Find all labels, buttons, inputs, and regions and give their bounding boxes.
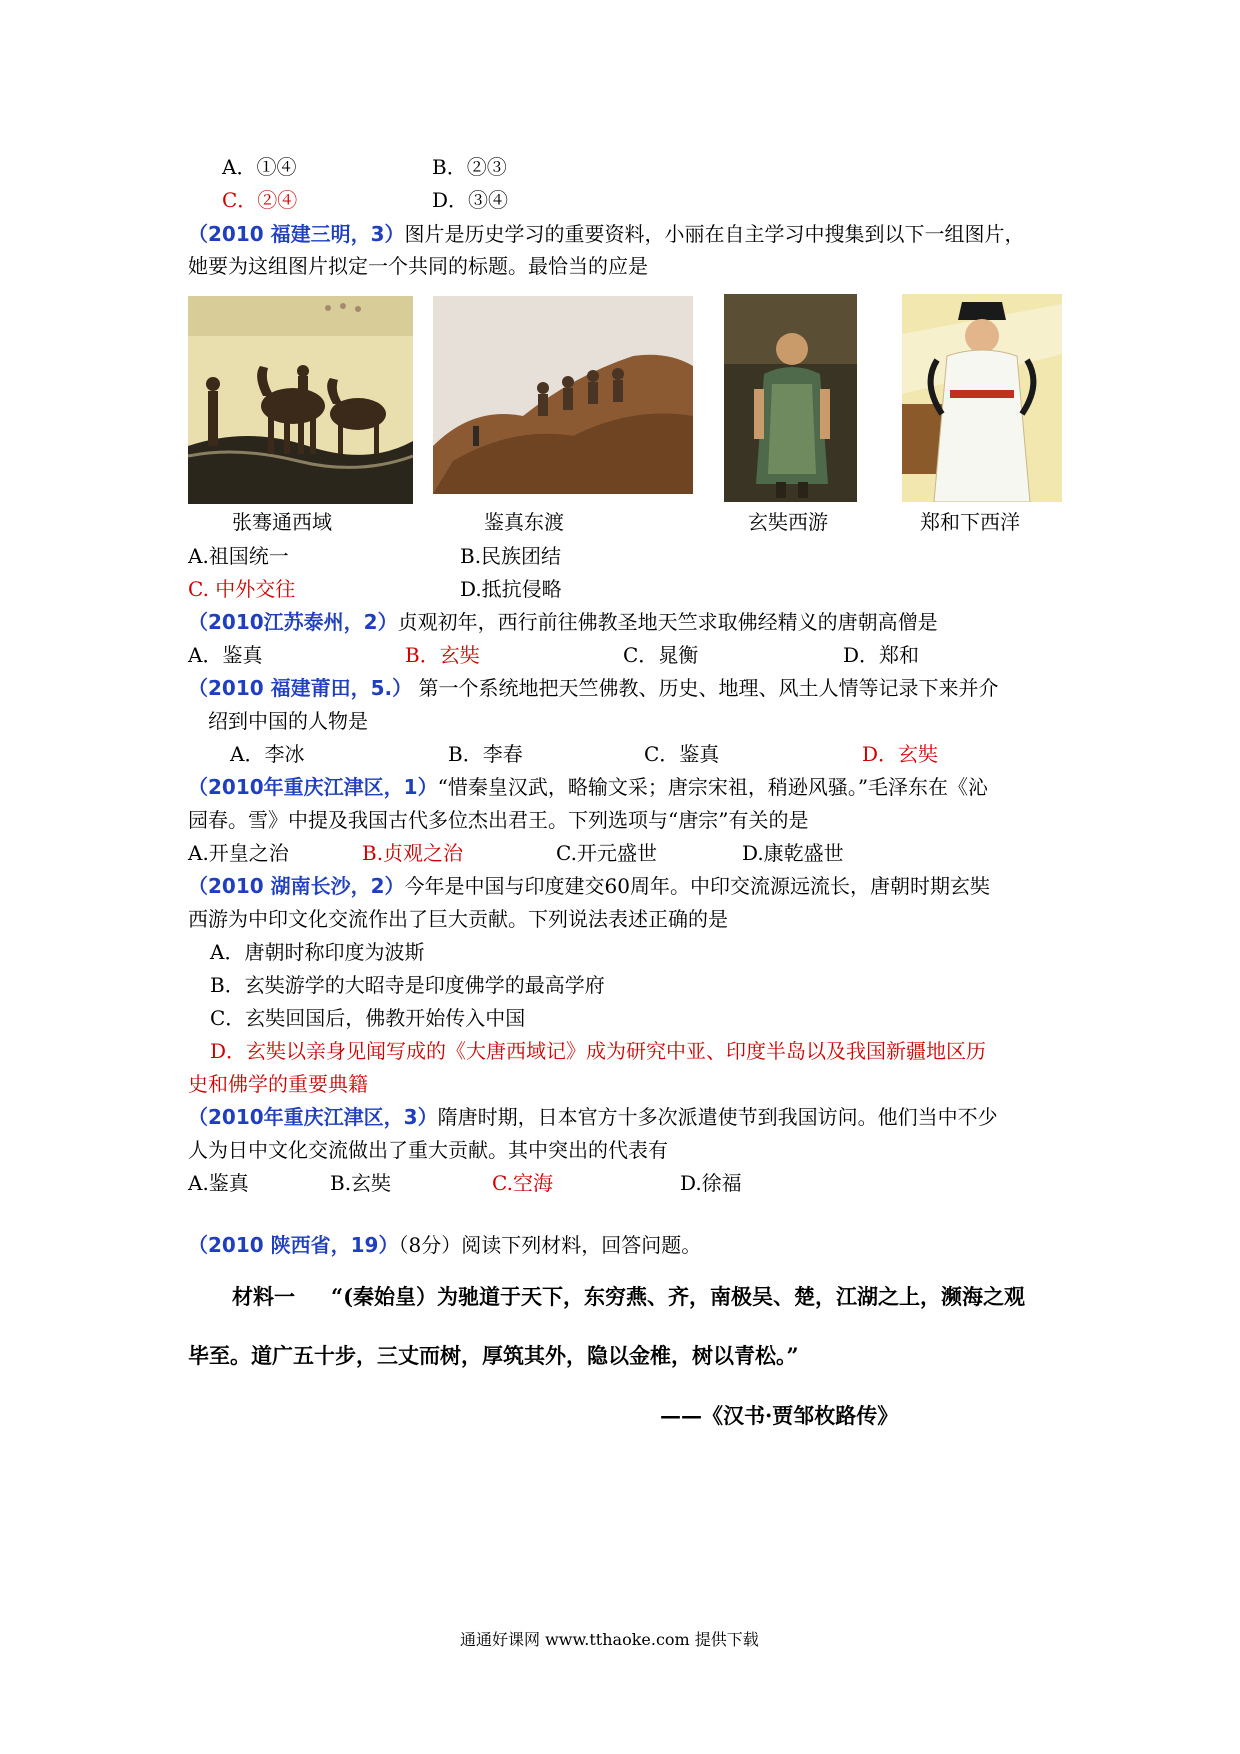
q2-option-d: D．郑和 bbox=[843, 643, 920, 667]
q7-material-text-2: 毕至。道广五十步，三丈而树，厚筑其外，隐以金椎，树以青松。” bbox=[188, 1343, 799, 1368]
q5-option-a: A．唐朝时称印度为波斯 bbox=[210, 940, 425, 964]
caption-xuanzang: 玄奘西游 bbox=[748, 510, 828, 534]
page-footer: 通通好课网 www.tthaoke.com 提供下载 bbox=[460, 1630, 759, 1649]
q1-option-b: B.民族团结 bbox=[460, 544, 562, 568]
q1-option-a: A.祖国统一 bbox=[188, 544, 289, 568]
q2-line bbox=[188, 610, 938, 634]
q6-option-d: D.徐福 bbox=[680, 1171, 742, 1195]
q4-option-b: B.贞观之治 bbox=[362, 841, 464, 865]
q1-text-2: 她要为这组图片拟定一个共同的标题。最恰当的应是 bbox=[188, 254, 648, 278]
q6-option-b: B.玄奘 bbox=[330, 1171, 392, 1195]
q5-option-d-2: 史和佛学的重要典籍 bbox=[188, 1072, 368, 1096]
q6-option-c: C.空海 bbox=[492, 1171, 553, 1195]
q1-line1 bbox=[188, 222, 1025, 246]
xuanzang-image bbox=[724, 294, 857, 502]
q1-option-d: D.抵抗侵略 bbox=[460, 577, 562, 601]
jianzhen-image bbox=[433, 296, 693, 494]
q2-source: （2010江苏泰州，2） bbox=[188, 610, 398, 634]
q4-source: （2010年重庆江津区，1） bbox=[188, 775, 438, 799]
q2-option-a: A．鉴真 bbox=[188, 643, 263, 667]
q4-text-1: “惜秦皇汉武，略输文采；唐宗宋祖，稍逊风骚。”毛泽东在《沁 bbox=[437, 775, 989, 799]
prev-option-a: A．①④ bbox=[222, 155, 297, 179]
q7-material-line1 bbox=[232, 1285, 1025, 1309]
q5-option-b: B．玄奘游学的大昭寺是印度佛学的最高学府 bbox=[210, 973, 605, 997]
q1-source: （2010 福建三明，3） bbox=[188, 222, 405, 246]
zhang-qian-image bbox=[188, 296, 413, 504]
q3-option-d: D．玄奘 bbox=[862, 742, 939, 766]
q7-material-text-1: “(秦始皇）为驰道于天下，东穷燕、齐，南极吴、楚，江湖之上，濒海之观 bbox=[331, 1284, 1026, 1309]
q7-text: （8分）阅读下列材料，回答问题。 bbox=[398, 1233, 702, 1257]
zhenghe-image bbox=[902, 294, 1062, 502]
q6-source: （2010年重庆江津区，3） bbox=[188, 1105, 438, 1129]
q4-option-c: C.开元盛世 bbox=[556, 841, 657, 865]
q4-option-d: D.康乾盛世 bbox=[742, 841, 844, 865]
q7-source: （2010 陕西省，19） bbox=[188, 1233, 399, 1257]
q2-option-c: C．晁衡 bbox=[623, 643, 699, 667]
q7-material-source: ——《汉书·贾邹枚路传》 bbox=[660, 1403, 899, 1428]
q3-text-1: 第一个系统地把天竺佛教、历史、地理、风土人情等记录下来并介 bbox=[412, 676, 999, 700]
q6-text-2: 人为日中文化交流做出了重大贡献。其中突出的代表有 bbox=[188, 1138, 668, 1162]
q3-line1 bbox=[188, 676, 999, 700]
q2-option-b: B．玄奘 bbox=[405, 643, 480, 667]
prev-option-d: D．③④ bbox=[432, 188, 509, 212]
q2-text: 贞观初年，西行前往佛教圣地天竺求取佛经精义的唐朝高僧是 bbox=[397, 610, 938, 634]
q3-option-b: B．李春 bbox=[448, 742, 523, 766]
q5-option-c: C．玄奘回国后，佛教开始传入中国 bbox=[210, 1006, 526, 1030]
q4-option-a: A.开皇之治 bbox=[188, 841, 289, 865]
q6-line1 bbox=[188, 1105, 998, 1129]
q1-text-1: 图片是历史学习的重要资料，小丽在自主学习中搜集到以下一组图片， bbox=[404, 222, 1025, 246]
q5-text-2: 西游为中印文化交流作出了巨大贡献。下列说法表述正确的是 bbox=[188, 907, 728, 931]
q5-text-1: 今年是中国与印度建交60周年。中印交流源远流长，唐朝时期玄奘 bbox=[404, 874, 990, 898]
q1-option-c: C. 中外交往 bbox=[188, 577, 296, 601]
q5-source: （2010 湖南长沙，2） bbox=[188, 874, 405, 898]
q3-option-c: C．鉴真 bbox=[644, 742, 720, 766]
caption-jianzhen: 鉴真东渡 bbox=[484, 510, 564, 534]
q4-text-2: 园春。雪》中提及我国古代多位杰出君王。下列选项与“唐宗”有关的是 bbox=[188, 808, 809, 832]
caption-zhang-qian: 张骞通西域 bbox=[232, 510, 332, 534]
prev-option-c: C．②④ bbox=[222, 188, 298, 212]
q4-line1 bbox=[188, 775, 988, 799]
q6-text-1: 隋唐时期，日本官方十多次派遣使节到我国访问。他们当中不少 bbox=[437, 1105, 998, 1129]
q7-material-label: 材料一 bbox=[232, 1284, 295, 1309]
prev-option-b: B．②③ bbox=[432, 155, 507, 179]
caption-zhenghe: 郑和下西洋 bbox=[920, 510, 1020, 534]
q5-option-d-1: D．玄奘以亲身见闻写成的《大唐西域记》成为研究中亚、印度半岛以及我国新疆地区历 bbox=[210, 1039, 987, 1063]
q3-text-2: 绍到中国的人物是 bbox=[208, 709, 368, 733]
q3-source: （2010 福建莆田，5.） bbox=[188, 676, 413, 700]
q5-line1 bbox=[188, 874, 990, 898]
q3-option-a: A．李冰 bbox=[230, 742, 305, 766]
q7-line bbox=[188, 1233, 701, 1257]
q6-option-a: A.鉴真 bbox=[188, 1171, 249, 1195]
